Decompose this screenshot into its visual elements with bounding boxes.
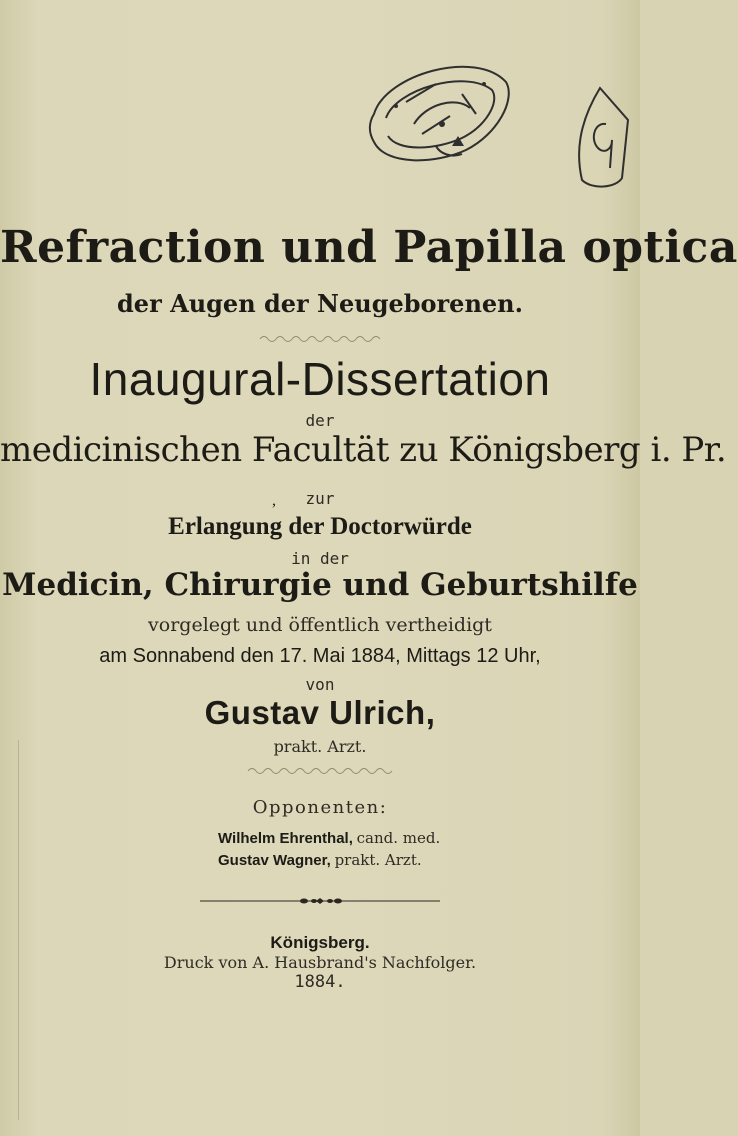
purpose-line: Erlangung der Doctorwürde — [168, 513, 472, 540]
dissertation-heading: Inaugural-Dissertation — [89, 353, 551, 405]
der-text: der — [305, 411, 335, 430]
opponents-heading: Opponenten: — [252, 797, 388, 818]
zur-text: zur — [305, 489, 335, 508]
opponent-name: Gustav Wagner, — [218, 852, 331, 869]
date-line: am Sonnabend den 17. Mai 1884, Mittags 12 Uhr, — [99, 645, 541, 667]
page-title: Refraction und Papilla optica — [0, 222, 738, 273]
opponent-name: Wilhelm Ehrenthal, — [218, 830, 353, 847]
decorative-rule-top — [258, 333, 382, 343]
ink-mark: , — [272, 492, 276, 509]
imprint-printer: Druck von A. Hausbrand's Nachfolger. — [163, 953, 477, 972]
author-name: Gustav Ulrich, — [204, 694, 436, 731]
shelfmark-stamp-icon — [572, 84, 632, 194]
imprint-year: 1884. — [294, 972, 346, 992]
author-title: prakt. Arzt. — [273, 737, 367, 756]
fields-line: Medicin, Chirurgie und Geburtshilfe — [2, 567, 638, 603]
page-subtitle: der Augen der Neugeborenen. — [117, 289, 523, 318]
faculty-line: medicinischen Facultät zu Königsberg i. Pr. — [0, 430, 727, 470]
ornamental-divider — [200, 898, 440, 904]
library-stamp-icon — [366, 54, 516, 172]
opponent-entry — [218, 851, 422, 870]
opponent-role: prakt. Arzt. — [334, 851, 422, 869]
presented-line: vorgelegt und öffentlich vertheidigt — [148, 614, 492, 636]
von-text: von — [305, 675, 335, 694]
opponent-entry — [218, 829, 440, 848]
opponent-role: cand. med. — [356, 829, 441, 847]
decorative-rule-middle — [246, 765, 396, 775]
imprint-city: Königsberg. — [270, 933, 370, 952]
in-der-text: in der — [291, 549, 349, 568]
